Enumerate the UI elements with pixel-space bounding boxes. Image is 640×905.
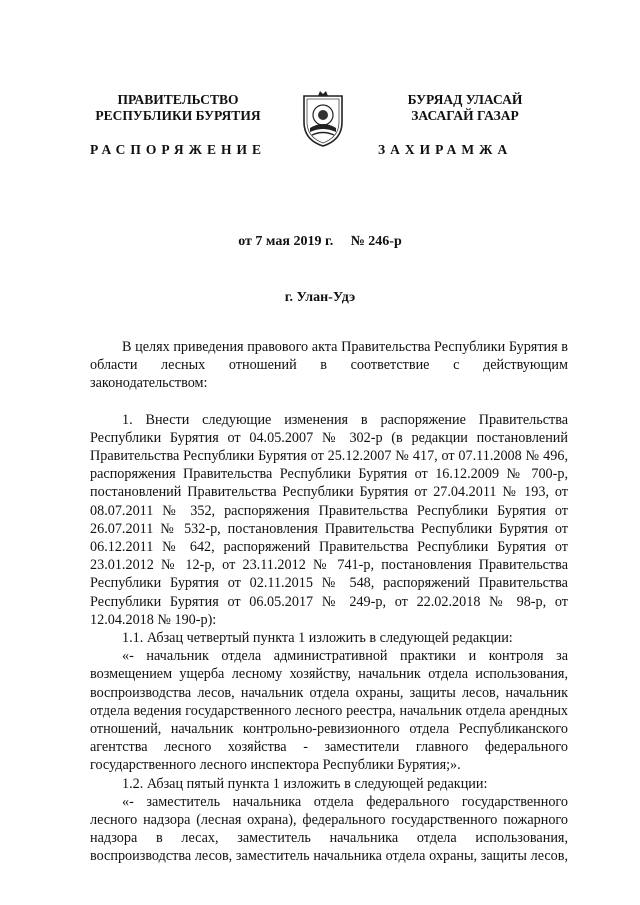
document-city: г. Улан-Удэ [284,290,356,305]
left-org-line-1: ПРАВИТЕЛЬСТВО [117,92,239,107]
right-org-line-2: ЗАСАГАЙ ГАЗАР [411,108,519,123]
document-date: от 7 мая 2019 г. [238,234,334,249]
right-org-line-1: БУРЯАД УЛАСАЙ [407,92,523,107]
right-organization-name [365,92,565,124]
document-header [0,88,640,168]
document-number: № 246-р [350,234,402,249]
document-body [90,338,568,866]
paragraph-preamble: В целях приведения правового акта Правительства Республики Бурятия в области лесных отношений в соответствие с действующим законодательством: [90,339,568,392]
left-organization-name [78,92,278,124]
date-and-number [0,234,640,250]
paragraph-item-1-1-text: «- начальник отдела административной практики и контроля за возмещением ущерба лесному хозяйству, начальник отдела использования, воспроизводства лесов, начальник отдела охраны, защиты лесов, начальник отдела ведения государственного лесного реестра, начальник отдела арендных отношений, начальник контрольно-ревизионного отдела Республиканского агентства лесного хозяйства - заместители главного федерального государственного лесного инспектора Республики Бурятия;». [90,648,568,774]
paragraph-item-1-1: 1.1. Абзац четвертый пункта 1 изложить в следующей редакции: [122,630,513,647]
paragraph-item-1-2: 1.2. Абзац пятый пункта 1 изложить в следующей редакции: [122,775,488,792]
paragraph-item-1-2-text: «- заместитель начальника отдела федерального государственного лесного надзора (лесная охрана), федерального государственного пожарного надзора в лесах, заместитель начальника отдела использования, воспроизводства лесов, заместитель начальника отдела охраны, защиты лесов, [90,793,568,865]
coat-of-arms-icon [298,88,348,148]
left-org-line-2: РЕСПУБЛИКИ БУРЯТИЯ [95,108,261,123]
right-document-type: ЗАХИРАМЖА [378,142,513,157]
left-document-type: РАСПОРЯЖЕНИЕ [90,142,267,157]
paragraph-item-1: 1. Внести следующие изменения в распоряжение Правительства Республики Бурятия от 04.05.2007 № 302-р (в редакции постановлений Правительства Республики Бурятия от 25.12.2007 № 417, от 07.11.2008 № 496, распоряжения Правительства Республики Бурятия от 16.12.2009 № 700-р, постановлений Правительства Республики Бурятия от 27.04.2011 № 193, от 08.07.2011 № 352, распоряжения Правительства Республики Бурятия от 26.07.2011 № 532-р, постановления Правительства Республики Бурятия от 06.12.2011 № 642, распоряжений Правительства Республики Бурятия от 23.01.2012 № 12-р, от 23.11.2012 № 741-р, постановления Правительства Республики Бурятия от 02.11.2015 № 548, распоряжений Правительства Республики Бурятия от 06.05.2017 № 249-р, от 22.02.2018 № 98-р, от 12.04.2018 № 190-р): [90,411,568,628]
